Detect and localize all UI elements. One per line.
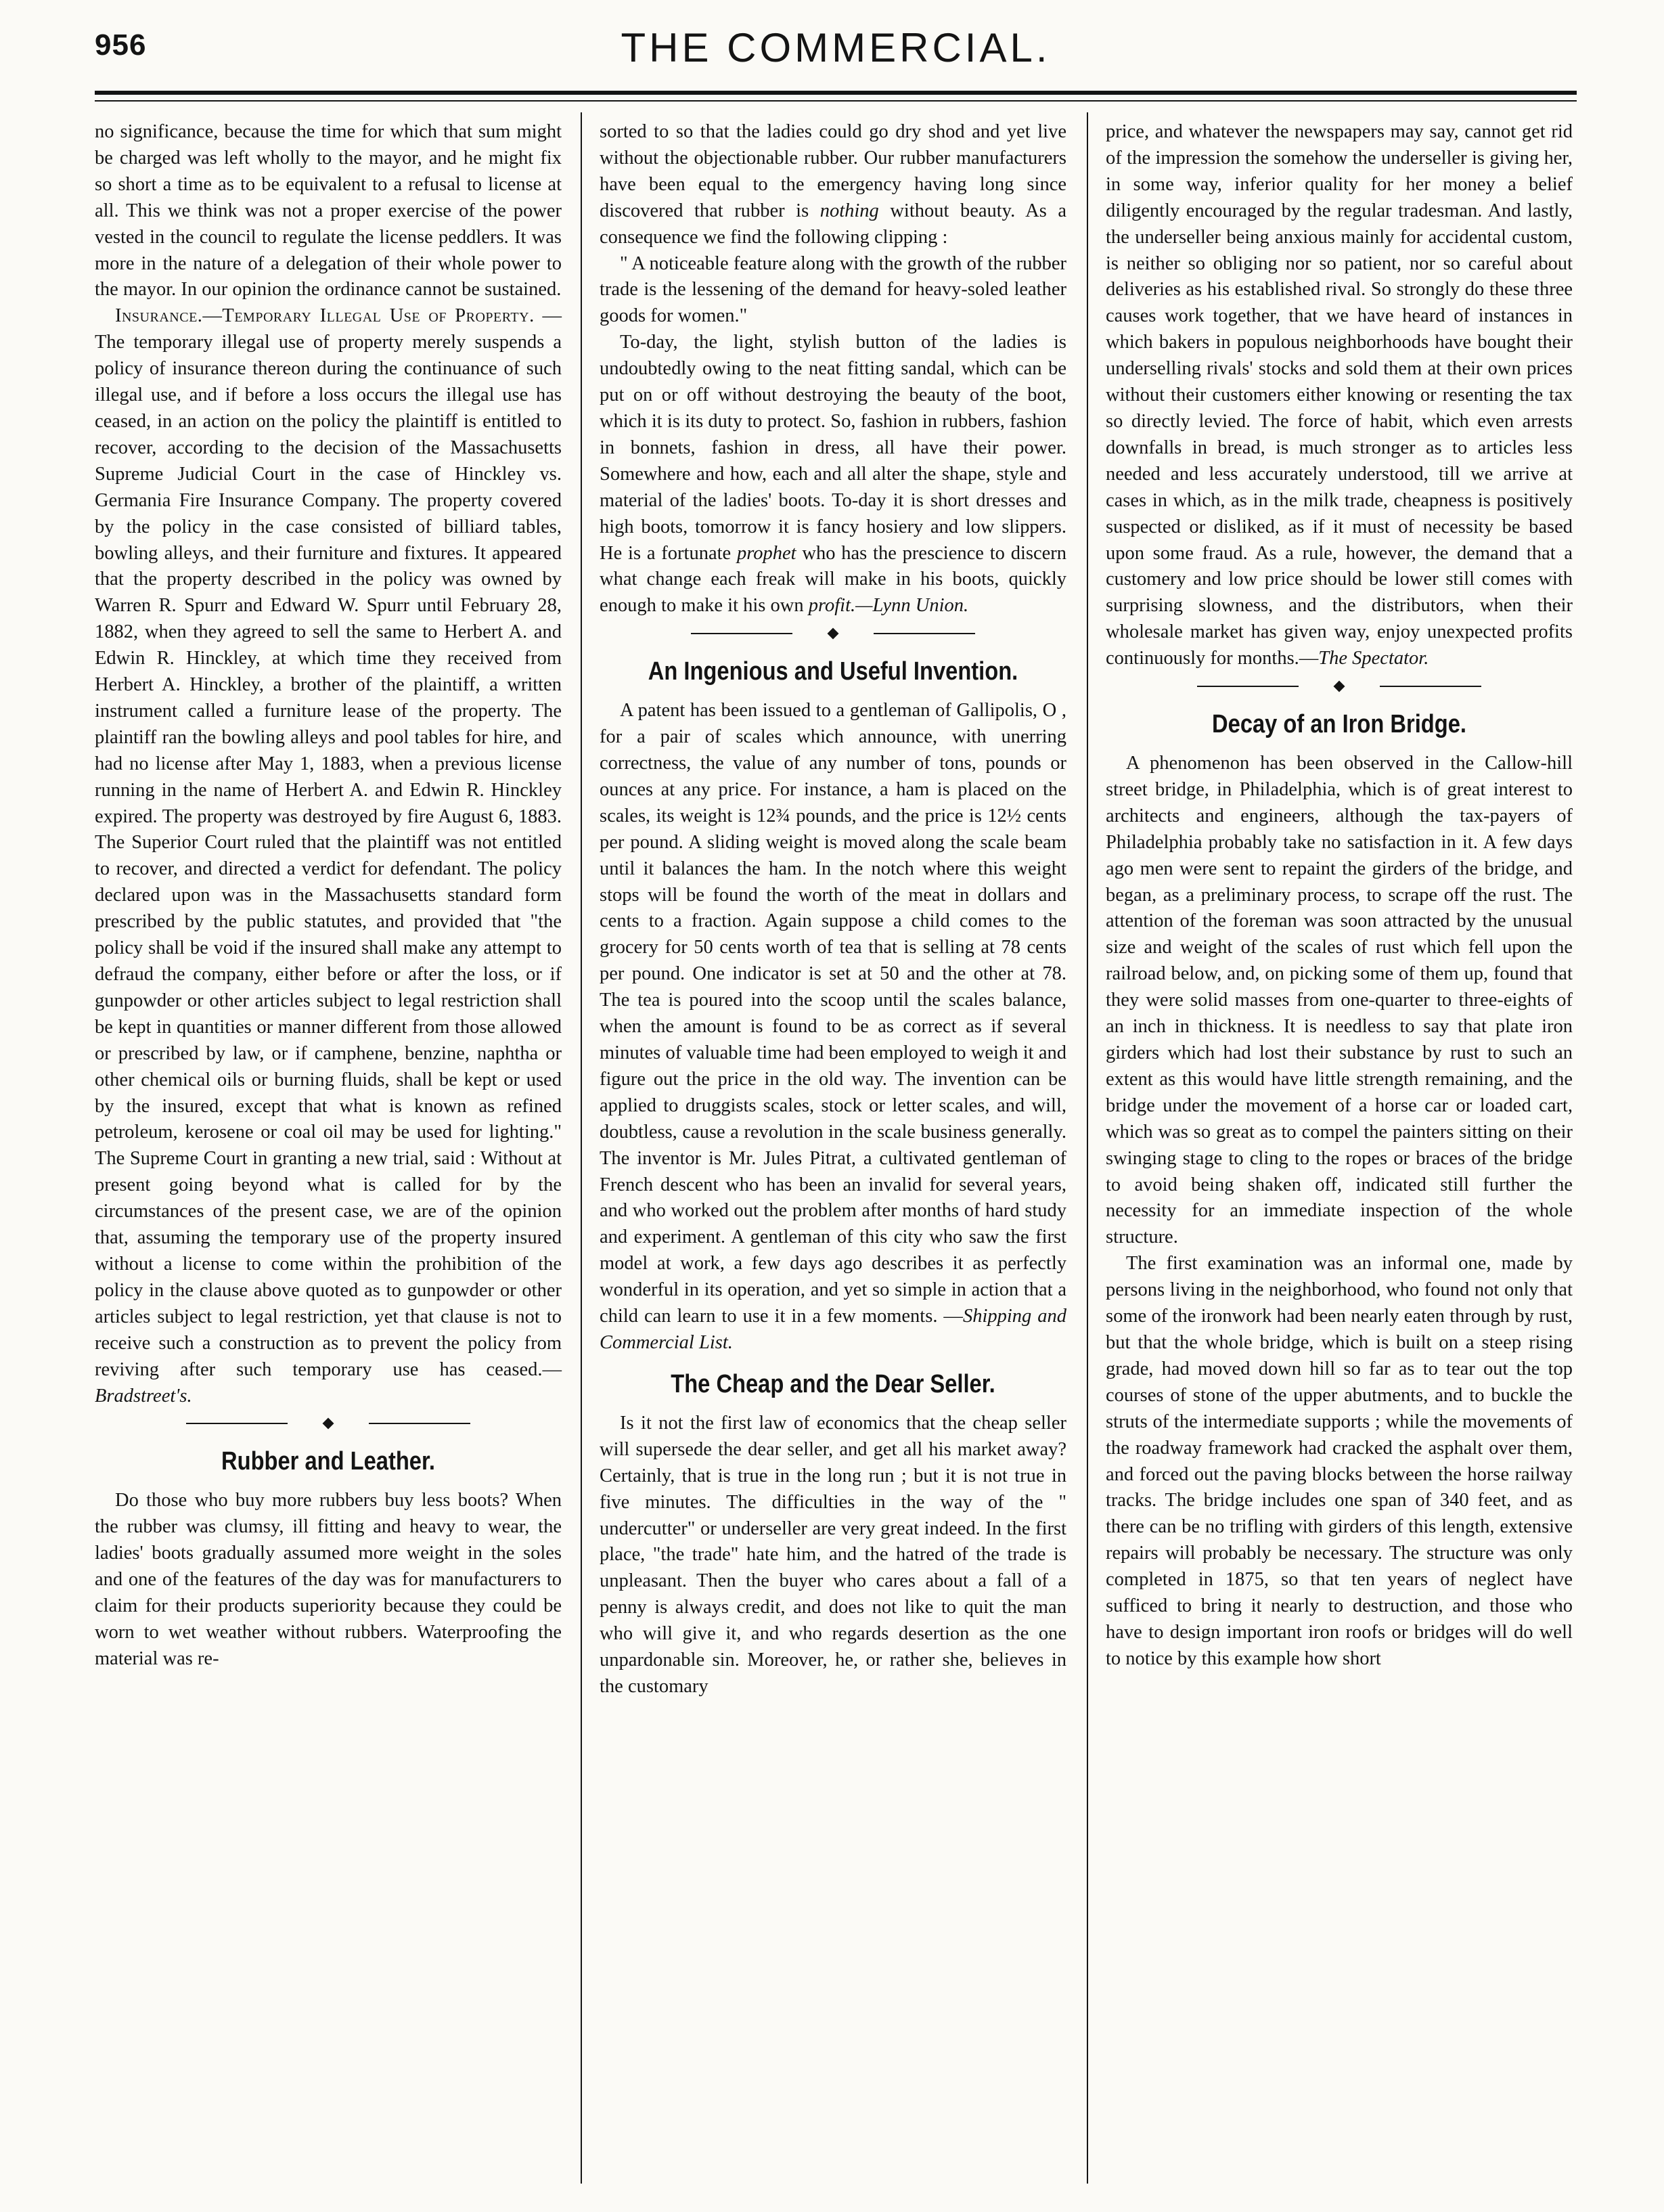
heading-iron-bridge: Decay of an Iron Bridge.: [1212, 710, 1466, 739]
insurance-lead: Insurance.—Temporary Illegal Use of Property.: [115, 305, 535, 327]
rubber-cont-tail: without beauty. As a consequence we find the following clipping :: [600, 200, 1066, 248]
section-ornament: [1106, 676, 1573, 696]
column-rule: [581, 112, 582, 2184]
invention-body: A patent has been issued to a gentleman of Gallipolis, O , for a pair of scales which announce, with unerring correctness, the value of any number of tons, pounds or ounces at any price. For instance, a ham is placed on the scales, its weight is 12¾ pounds, and the price is 12½ cents per pound. A sliding weight is moved along the scale beam until it balances the ham. In the notch where this weight stops will be found the worth of the meat in dollars and cents to a fraction. Again suppose a child comes to the grocery for 50 cents worth of tea that is selling at 78 cents per pound. One indicator is set at 50 and the other at 78. The tea is poured into the scoop until the scales balance, when the amount is found to be as correct as if several minutes of valuable time had been employed to weigh it and figure out the price in the old way. The invention can be applied to druggists scales, stock or letter scales, and will, doubtless, cause a revolution in the scale business generally. The inventor is Mr. Jules Pitrat, a cultivated gentleman of French descent who has been an invalid for several years, and who worked out the problem after months of hard study and experiment. A gentleman of this city who saw the first model at work, a few days ago describes it as perfectly wonderful in its operation, and yet so simple in action that a child can learn to use it in a few moments. —: [600, 700, 1066, 1327]
rubber-quote: " A noticeable feature along with the growth of the rubber trade is the lessening of the demand for heavy-soled leather goods for women.": [600, 252, 1066, 327]
seller-article-continued: [1106, 119, 1573, 672]
bridge-paragraph-1: A phenomenon has been observed in the Callow-hill street bridge, in Philadelphia, which is of great interest to architects and engineers, although the tax-payers of Philadelphia probably take no satisfaction in it. A few days ago men were sent to repaint the girders of the bridge, and began, as a preliminary process, to scrape off the rust. The attention of the foreman was soon attracted by the unusual size and weight of the scales of rust which fell upon the railroad below, and, on picking some of them up, found that they were solid masses from one-quarter to three-eights of an inch in thickness. It is needless to say that plate iron girders which had lost their substance by rust to such an extent as this would have little strength remaining, and the bridge under the movement of a horse car or loaded cart, which was so great as to compel the painters sitting on their swinging stage to cling to the ropes or braces of the bridge to avoid being shaken off, indicated still further the necessity for an immediate inspection of the whole structure.: [1106, 753, 1573, 1248]
rubber-today-text: To-day, the light, stylish button of the ladies is undoubtedly owing to the neat fitting sandal, which can be put on or off without destroying the beauty of the boot, which it is its duty to protect. So, fashion in rubbers, fashion in bonnets, fashion in dress, all have their power. Somewhere and how, each and all alter the shape, style and material of the ladies' boots. To-day it is short dresses and high boots, tomorrow it is fancy hosiery and low slippers. He is a fortunate: [600, 332, 1066, 564]
invention-article: [600, 698, 1066, 1356]
rubber-source: profit.—Lynn Union.: [808, 595, 969, 617]
insurance-body: —The temporary illegal use of property merely suspends a policy of insurance thereon during the continuance of such illegal use, and if before a loss occurs the illegal use has ceased, in an action on the policy the plaintiff is entitled to recover, according to the decision of the Massachusetts Supreme Judicial Court in the case of Hinckley vs. Germania Fire Insurance Company. The property covered by the policy in the case consisted of billiard tables, bowling alleys, and their furniture and fixtures. It appeared that the property described in the policy was owned by Warren R. Spurr and Edward W. Spurr until February 28, 1882, when they agreed to sell the same to Herbert A. and Edwin R. Hinckley, at which time they received from Herbert A. Hinckley, a brother of the plaintiff, a written instrument called a furniture lease of the property. The plaintiff ran the bowling alleys and pool tables for hire, and had no license after May 1, 1883, when a previous license running in the name of Herbert A. and Edwin R. Hinckley expired. The property was destroyed by fire August 6, 1883. The Superior Court ruled that the plaintiff was not entitled to recover, and directed a verdict for defendant. The policy declared upon was in the Massachusetts standard form prescribed by the public statutes, and provided that "the policy shall be void if the insured shall make any attempt to defraud the company, either before or after the loss, or if gunpowder or other articles subject to legal restriction shall be kept in quantities or manner different from those allowed or prescribed by law, or if camphene, benzine, naphtha or other chemical oils or burning fluids, shall be kept or used by the insured, except that what is known as refined petroleum, kerosene or coal oil may be used for lighting." The Supreme Court in granting a new trial, said : Without at present going beyond what is called for by the circumstances of the present case, we are of the opinion that, assuming the temporary use of the property insured without a license to come within the prohibition of the policy in the clause above quoted as to gunpowder or other articles subject to legal restriction, yet that clause is not to receive such a construction as to prevent the policy from reviving after such temporary use has ceased.—: [95, 305, 562, 1380]
insurance-article: [95, 303, 562, 1409]
article-continuation: no significance, because the time for which that sum might be charged was left wholly to the mayor, and he might fix so short a time as to be equivalent to a refusal to license at all. This we think was not a proper exercise of the power vested in the council to regulate the license peddlers. It was more in the nature of a delegation of their whole power to the mayor. In our opinion the ordinance cannot be sustained.: [95, 121, 562, 301]
column-2: [600, 119, 1066, 1700]
columns: [95, 112, 1577, 2190]
heading-invention: An Ingenious and Useful Invention.: [648, 657, 1018, 686]
insurance-source: Bradstreet's.: [95, 1385, 192, 1407]
rubber-today-em: prophet: [736, 542, 796, 564]
masthead-title: THE COMMERCIAL.: [621, 25, 1051, 70]
rubber-article-continued: [600, 119, 1066, 251]
section-ornament: [600, 623, 1066, 644]
header-rule-heavy: [95, 91, 1577, 95]
seller-cont-text: price, and whatever the newspapers may say, cannot get rid of the impression the somehow the underseller is giving her, in some way, inferior quality for her money a belief diligently encouraged by the regular tradesman. And lastly, the underseller being anxious mainly for accidental custom, is neither so obliging nor so patient, nor so careful about deliveries as his established rival. So strongly do these three causes work together, that we have heard of instances in which bakers in populous neighborhoods have bought their underselling rivals' stocks and sold them at their own prices without their customers either knowing or resenting the tax so directly levied. The force of habit, which even arrests downfalls in bread, is much stronger as to articles less needed and less accurately understood, till we arrive at cases in which, as in the milk trade, cheapness is positively suspected or disliked, as if it must of necessity be based upon some fraud. As a rule, however, the demand that a customery and low price should be lower still comes with surprising slowness, and the distributors, when their wholesale market has given way, enjoy unexpected profits continuously for months.—: [1106, 121, 1573, 669]
header-rule-thin: [95, 100, 1577, 102]
page-header: [95, 24, 1577, 87]
column-1: [95, 119, 562, 1673]
heading-rubber-leather: Rubber and Leather.: [221, 1447, 435, 1476]
page-number: 956: [95, 28, 147, 62]
newspaper-page: [95, 24, 1577, 2190]
rubber-cont-em: nothing: [819, 200, 879, 221]
seller-source: The Spectator.: [1318, 648, 1429, 669]
bridge-paragraph-2: The first examination was an informal one, made by persons living in the neighborhood, who found not only that some of the ironwork had been nearly eaten through by rust, but that the whole bridge, which is built on a steep rising grade, had moved down hill so far as to tear out the top courses of stone of the upper abutments, and to buckle the struts of the intermediate supports ; while the movements of the roadway framework had cracked the asphalt over them, and forced out the paving blocks between the horse railway tracks. The bridge includes one span of 340 feet, and as there can be no trifling with girders of this length, extensive repairs will probably be necessary. The structure was only completed in 1875, so that ten years of neglect have sufficed to bring it nearly to destruction, and those who have to design important iron roofs or bridges will do well to notice by this example how short: [1106, 1253, 1573, 1669]
section-ornament: [95, 1413, 562, 1434]
invention-source: Shipping and Commercial List.: [600, 1306, 1067, 1353]
column-3: [1106, 119, 1573, 1673]
rubber-today-tail: who has the prescience to discern what change each freak will make in his boots, quickly enough to make it his own: [600, 542, 1066, 617]
column-rule: [1087, 112, 1088, 2184]
rubber-cont-text: sorted to so that the ladies could go dry shod and yet live without the objectionable rubber. Our rubber manufacturers have been equal to the emergency having long since discovered that rubber is: [600, 121, 1066, 221]
seller-article-body: Is it not the first law of economics that the cheap seller will supersede the dear seller, and get all his market away? Certainly, that is true in the long run ; but it is not true in five minutes. The difficulties in the way of the " undercutter" or underseller are very great indeed. In the first place, "the trade" hate him, and the hatred of the trade is unpleasant. Then the buyer who cares about a fall of a penny is always credit, and does not like to quit the man who will give it, and who regards desertion as the one unpardonable sin. Moreover, he, or rather she, believes in the customary: [600, 1412, 1066, 1697]
rubber-article-body: Do those who buy more rubbers buy less boots? When the rubber was clumsy, ill fitting and heavy to wear, the ladies' boots gradually assumed more weight in the soles and one of the features of the day was for manufacturers to claim for their products superiority because they could be worn to wet weather without rubbers. Waterproofing the material was re-: [95, 1490, 562, 1669]
heading-cheap-dear-seller: The Cheap and the Dear Seller.: [671, 1369, 995, 1398]
rubber-today: [600, 330, 1066, 619]
